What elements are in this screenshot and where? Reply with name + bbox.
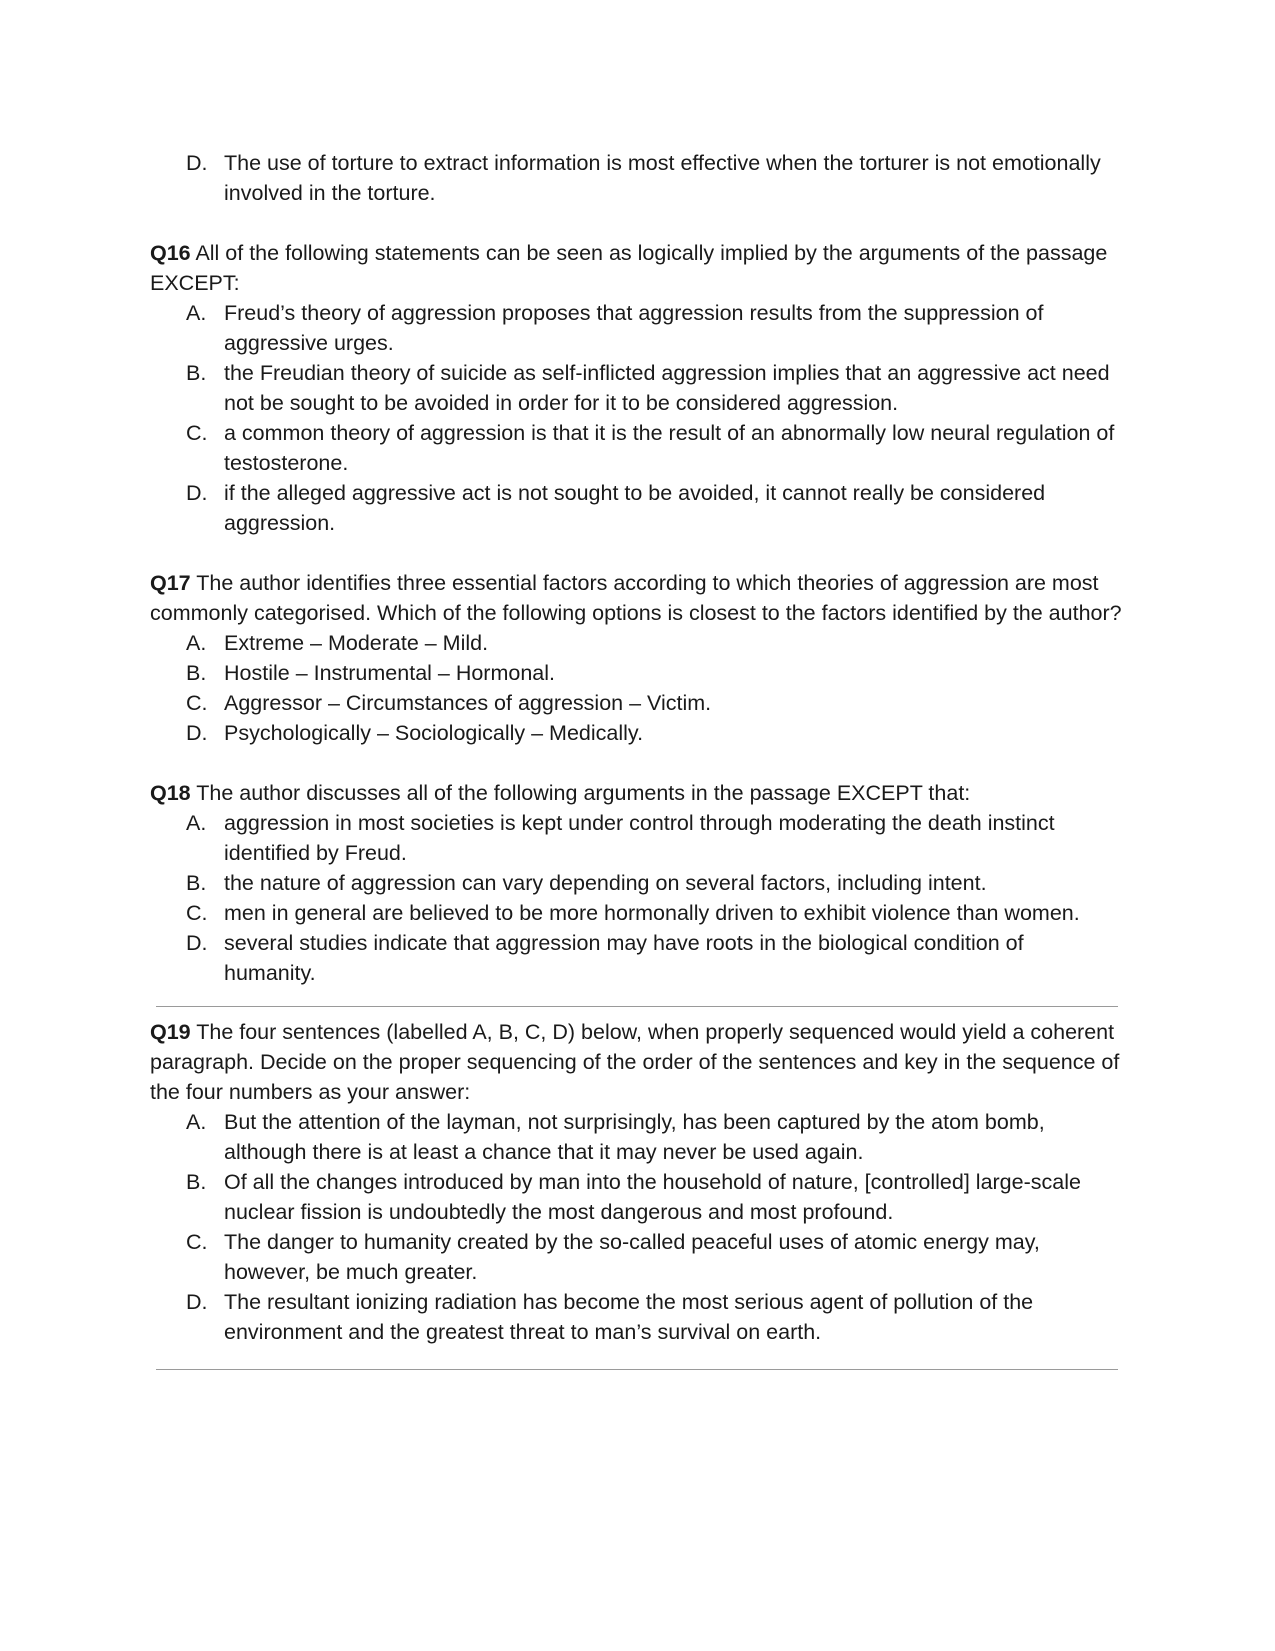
question-number: Q17 bbox=[150, 571, 191, 595]
option-d bbox=[186, 718, 1130, 748]
option-letter: A. bbox=[186, 631, 207, 655]
option-d bbox=[186, 928, 1130, 988]
document-page bbox=[150, 148, 1130, 1370]
option-text: Aggressor – Circumstances of aggression – Victim. bbox=[224, 691, 712, 715]
question-17 bbox=[150, 568, 1130, 748]
option-b bbox=[186, 358, 1130, 418]
section-divider bbox=[156, 1369, 1118, 1370]
option-letter: B. bbox=[186, 361, 207, 385]
option-c bbox=[186, 418, 1130, 478]
option-text: aggression in most societies is kept under control through moderating the death instinct identified by Freud. bbox=[224, 811, 1055, 865]
option-letter: C. bbox=[186, 901, 208, 925]
question-stem bbox=[150, 568, 1130, 628]
option-text: men in general are believed to be more hormonally driven to exhibit violence than women. bbox=[224, 901, 1080, 925]
option-b bbox=[186, 658, 1130, 688]
option-text: The use of torture to extract information is most effective when the torturer is not emotionally involved in the torture. bbox=[224, 151, 1101, 205]
previous-question-options bbox=[150, 148, 1130, 208]
question-text: The four sentences (labelled A, B, C, D) below, when properly sequenced would yield a coherent paragraph. Decide on the proper sequencing of the order of the sentences and key in the sequence of the four numbers as your answer: bbox=[150, 1020, 1120, 1104]
option-b bbox=[186, 1167, 1130, 1227]
option-letter: A. bbox=[186, 811, 207, 835]
question-stem bbox=[150, 238, 1130, 298]
option-text: several studies indicate that aggression may have roots in the biological condition of humanity. bbox=[224, 931, 1024, 985]
question-stem bbox=[150, 778, 1130, 808]
option-text: the Freudian theory of suicide as self-inflicted aggression implies that an aggressive act need not be sought to be avoided in order for it to be considered aggression. bbox=[224, 361, 1110, 415]
option-letter: D. bbox=[186, 931, 208, 955]
option-letter: A. bbox=[186, 301, 207, 325]
option-letter: D. bbox=[186, 721, 208, 745]
option-text: Psychologically – Sociologically – Medically. bbox=[224, 721, 644, 745]
option-d bbox=[186, 148, 1130, 208]
option-text: a common theory of aggression is that it is the result of an abnormally low neural regulation of testosterone. bbox=[224, 421, 1115, 475]
option-letter: D. bbox=[186, 1290, 208, 1314]
option-text: if the alleged aggressive act is not sought to be avoided, it cannot really be considered aggression. bbox=[224, 481, 1046, 535]
option-c bbox=[186, 898, 1130, 928]
question-stem bbox=[150, 1017, 1130, 1107]
section-divider bbox=[156, 1006, 1118, 1007]
option-a bbox=[186, 808, 1130, 868]
option-d bbox=[186, 1287, 1130, 1347]
option-c bbox=[186, 688, 1130, 718]
option-text: Of all the changes introduced by man into the household of nature, [controlled] large-scale nuclear fission is undoubtedly the most dangerous and most profound. bbox=[224, 1170, 1081, 1224]
question-19 bbox=[150, 1017, 1130, 1347]
option-text: But the attention of the layman, not surprisingly, has been captured by the atom bomb, although there is at least a chance that it may never be used again. bbox=[224, 1110, 1045, 1164]
question-text: All of the following statements can be seen as logically implied by the arguments of the passage EXCEPT: bbox=[150, 241, 1108, 295]
option-text: the nature of aggression can vary depending on several factors, including intent. bbox=[224, 871, 987, 895]
option-a bbox=[186, 298, 1130, 358]
question-number: Q18 bbox=[150, 781, 191, 805]
question-number: Q16 bbox=[150, 241, 191, 265]
option-text: Freud’s theory of aggression proposes that aggression results from the suppression of aggressive urges. bbox=[224, 301, 1044, 355]
option-d bbox=[186, 478, 1130, 538]
option-text: The resultant ionizing radiation has become the most serious agent of pollution of the environment and the greatest threat to man’s survival on earth. bbox=[224, 1290, 1034, 1344]
option-letter: D. bbox=[186, 481, 208, 505]
question-text: The author identifies three essential factors according to which theories of aggression are most commonly categorised. Which of the following options is closest to the factors identified by the author? bbox=[150, 571, 1122, 625]
option-letter: C. bbox=[186, 691, 208, 715]
option-c bbox=[186, 1227, 1130, 1287]
question-text: The author discusses all of the following arguments in the passage EXCEPT that: bbox=[196, 781, 971, 805]
option-b bbox=[186, 868, 1130, 898]
option-text: Hostile – Instrumental – Hormonal. bbox=[224, 661, 556, 685]
option-letter: C. bbox=[186, 1230, 208, 1254]
option-a bbox=[186, 1107, 1130, 1167]
option-letter: B. bbox=[186, 1170, 207, 1194]
question-number: Q19 bbox=[150, 1020, 191, 1044]
option-text: Extreme – Moderate – Mild. bbox=[224, 631, 489, 655]
option-a bbox=[186, 628, 1130, 658]
option-letter: C. bbox=[186, 421, 208, 445]
option-letter: A. bbox=[186, 1110, 207, 1134]
question-16 bbox=[150, 238, 1130, 538]
option-text: The danger to humanity created by the so-called peaceful uses of atomic energy may, however, be much greater. bbox=[224, 1230, 1040, 1284]
option-letter: D. bbox=[186, 151, 208, 175]
option-letter: B. bbox=[186, 661, 207, 685]
option-letter: B. bbox=[186, 871, 207, 895]
question-18 bbox=[150, 778, 1130, 988]
